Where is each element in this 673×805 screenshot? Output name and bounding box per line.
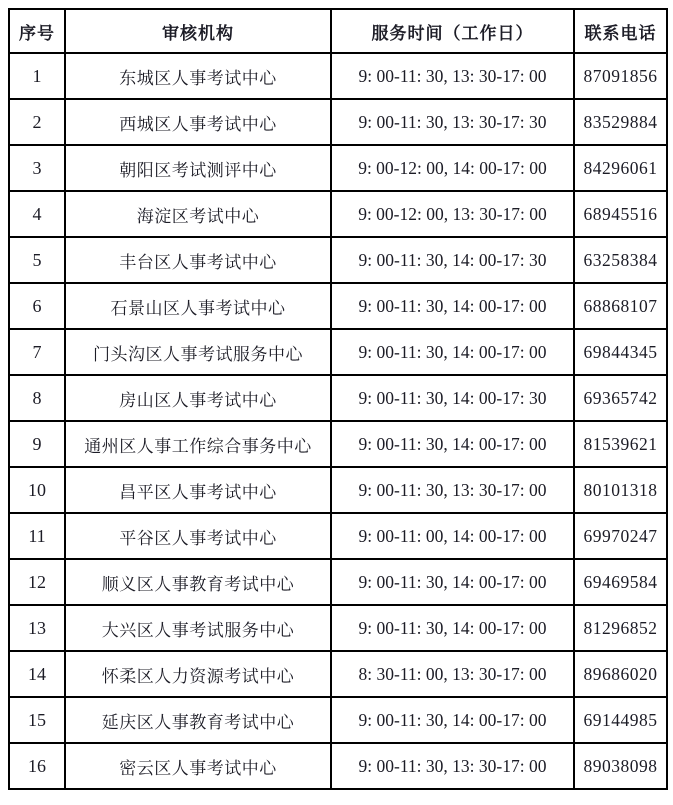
cell-serial-number: 8 bbox=[9, 375, 65, 421]
table-row bbox=[9, 145, 667, 191]
cell-service-time: 9: 00-11: 30, 14: 00-17: 00 bbox=[331, 559, 574, 605]
cell-review-agency: 大兴区人事考试服务中心 bbox=[65, 605, 331, 651]
cell-review-agency: 东城区人事考试中心 bbox=[65, 53, 331, 99]
cell-serial-number: 9 bbox=[9, 421, 65, 467]
cell-service-time: 9: 00-12: 00, 14: 00-17: 00 bbox=[331, 145, 574, 191]
cell-contact-phone: 83529884 bbox=[574, 99, 667, 145]
cell-serial-number: 2 bbox=[9, 99, 65, 145]
cell-review-agency: 石景山区人事考试中心 bbox=[65, 283, 331, 329]
cell-service-time: 9: 00-11: 30, 14: 00-17: 30 bbox=[331, 375, 574, 421]
cell-review-agency: 顺义区人事教育考试中心 bbox=[65, 559, 331, 605]
cell-contact-phone: 89686020 bbox=[574, 651, 667, 697]
table-row bbox=[9, 467, 667, 513]
cell-review-agency: 丰台区人事考试中心 bbox=[65, 237, 331, 283]
table-row bbox=[9, 513, 667, 559]
cell-serial-number: 15 bbox=[9, 697, 65, 743]
cell-review-agency: 平谷区人事考试中心 bbox=[65, 513, 331, 559]
table-row bbox=[9, 743, 667, 789]
cell-serial-number: 14 bbox=[9, 651, 65, 697]
cell-service-time: 9: 00-11: 30, 13: 30-17: 00 bbox=[331, 53, 574, 99]
cell-review-agency: 朝阳区考试测评中心 bbox=[65, 145, 331, 191]
cell-contact-phone: 69844345 bbox=[574, 329, 667, 375]
cell-contact-phone: 69144985 bbox=[574, 697, 667, 743]
cell-serial-number: 13 bbox=[9, 605, 65, 651]
cell-contact-phone: 89038098 bbox=[574, 743, 667, 789]
cell-review-agency: 海淀区考试中心 bbox=[65, 191, 331, 237]
cell-contact-phone: 69365742 bbox=[574, 375, 667, 421]
cell-contact-phone: 63258384 bbox=[574, 237, 667, 283]
cell-service-time: 9: 00-11: 30, 14: 00-17: 30 bbox=[331, 237, 574, 283]
table-row bbox=[9, 697, 667, 743]
table-row bbox=[9, 99, 667, 145]
cell-service-time: 9: 00-11: 30, 14: 00-17: 00 bbox=[331, 605, 574, 651]
cell-service-time: 9: 00-12: 00, 13: 30-17: 00 bbox=[331, 191, 574, 237]
cell-serial-number: 10 bbox=[9, 467, 65, 513]
cell-serial-number: 4 bbox=[9, 191, 65, 237]
cell-serial-number: 11 bbox=[9, 513, 65, 559]
table-row bbox=[9, 375, 667, 421]
table-row bbox=[9, 283, 667, 329]
header-serial-number: 序号 bbox=[9, 9, 65, 53]
table-row bbox=[9, 559, 667, 605]
cell-review-agency: 门头沟区人事考试服务中心 bbox=[65, 329, 331, 375]
table-row bbox=[9, 421, 667, 467]
cell-contact-phone: 81539621 bbox=[574, 421, 667, 467]
cell-review-agency: 西城区人事考试中心 bbox=[65, 99, 331, 145]
cell-contact-phone: 69469584 bbox=[574, 559, 667, 605]
cell-review-agency: 昌平区人事考试中心 bbox=[65, 467, 331, 513]
cell-contact-phone: 69970247 bbox=[574, 513, 667, 559]
cell-review-agency: 房山区人事考试中心 bbox=[65, 375, 331, 421]
table-row bbox=[9, 329, 667, 375]
cell-contact-phone: 80101318 bbox=[574, 467, 667, 513]
cell-contact-phone: 81296852 bbox=[574, 605, 667, 651]
cell-service-time: 9: 00-11: 30, 14: 00-17: 00 bbox=[331, 329, 574, 375]
table-row bbox=[9, 237, 667, 283]
table-row bbox=[9, 605, 667, 651]
cell-service-time: 9: 00-11: 30, 13: 30-17: 30 bbox=[331, 99, 574, 145]
cell-contact-phone: 87091856 bbox=[574, 53, 667, 99]
cell-contact-phone: 68945516 bbox=[574, 191, 667, 237]
cell-contact-phone: 68868107 bbox=[574, 283, 667, 329]
cell-service-time: 9: 00-11: 00, 14: 00-17: 00 bbox=[331, 513, 574, 559]
cell-service-time: 8: 30-11: 00, 13: 30-17: 00 bbox=[331, 651, 574, 697]
cell-review-agency: 延庆区人事教育考试中心 bbox=[65, 697, 331, 743]
cell-serial-number: 1 bbox=[9, 53, 65, 99]
cell-serial-number: 16 bbox=[9, 743, 65, 789]
table-header-row bbox=[9, 9, 667, 53]
header-contact-phone: 联系电话 bbox=[574, 9, 667, 53]
cell-service-time: 9: 00-11: 30, 14: 00-17: 00 bbox=[331, 283, 574, 329]
cell-serial-number: 6 bbox=[9, 283, 65, 329]
table-row bbox=[9, 191, 667, 237]
cell-serial-number: 12 bbox=[9, 559, 65, 605]
cell-contact-phone: 84296061 bbox=[574, 145, 667, 191]
cell-service-time: 9: 00-11: 30, 14: 00-17: 00 bbox=[331, 697, 574, 743]
header-service-time: 服务时间（工作日） bbox=[331, 9, 574, 53]
cell-review-agency: 密云区人事考试中心 bbox=[65, 743, 331, 789]
cell-review-agency: 通州区人事工作综合事务中心 bbox=[65, 421, 331, 467]
header-review-agency: 审核机构 bbox=[65, 9, 331, 53]
cell-review-agency: 怀柔区人力资源考试中心 bbox=[65, 651, 331, 697]
cell-serial-number: 7 bbox=[9, 329, 65, 375]
review-agencies-table bbox=[8, 8, 668, 790]
cell-serial-number: 5 bbox=[9, 237, 65, 283]
table-row bbox=[9, 651, 667, 697]
cell-serial-number: 3 bbox=[9, 145, 65, 191]
cell-service-time: 9: 00-11: 30, 13: 30-17: 00 bbox=[331, 467, 574, 513]
table-row bbox=[9, 53, 667, 99]
cell-service-time: 9: 00-11: 30, 14: 00-17: 00 bbox=[331, 421, 574, 467]
cell-service-time: 9: 00-11: 30, 13: 30-17: 00 bbox=[331, 743, 574, 789]
